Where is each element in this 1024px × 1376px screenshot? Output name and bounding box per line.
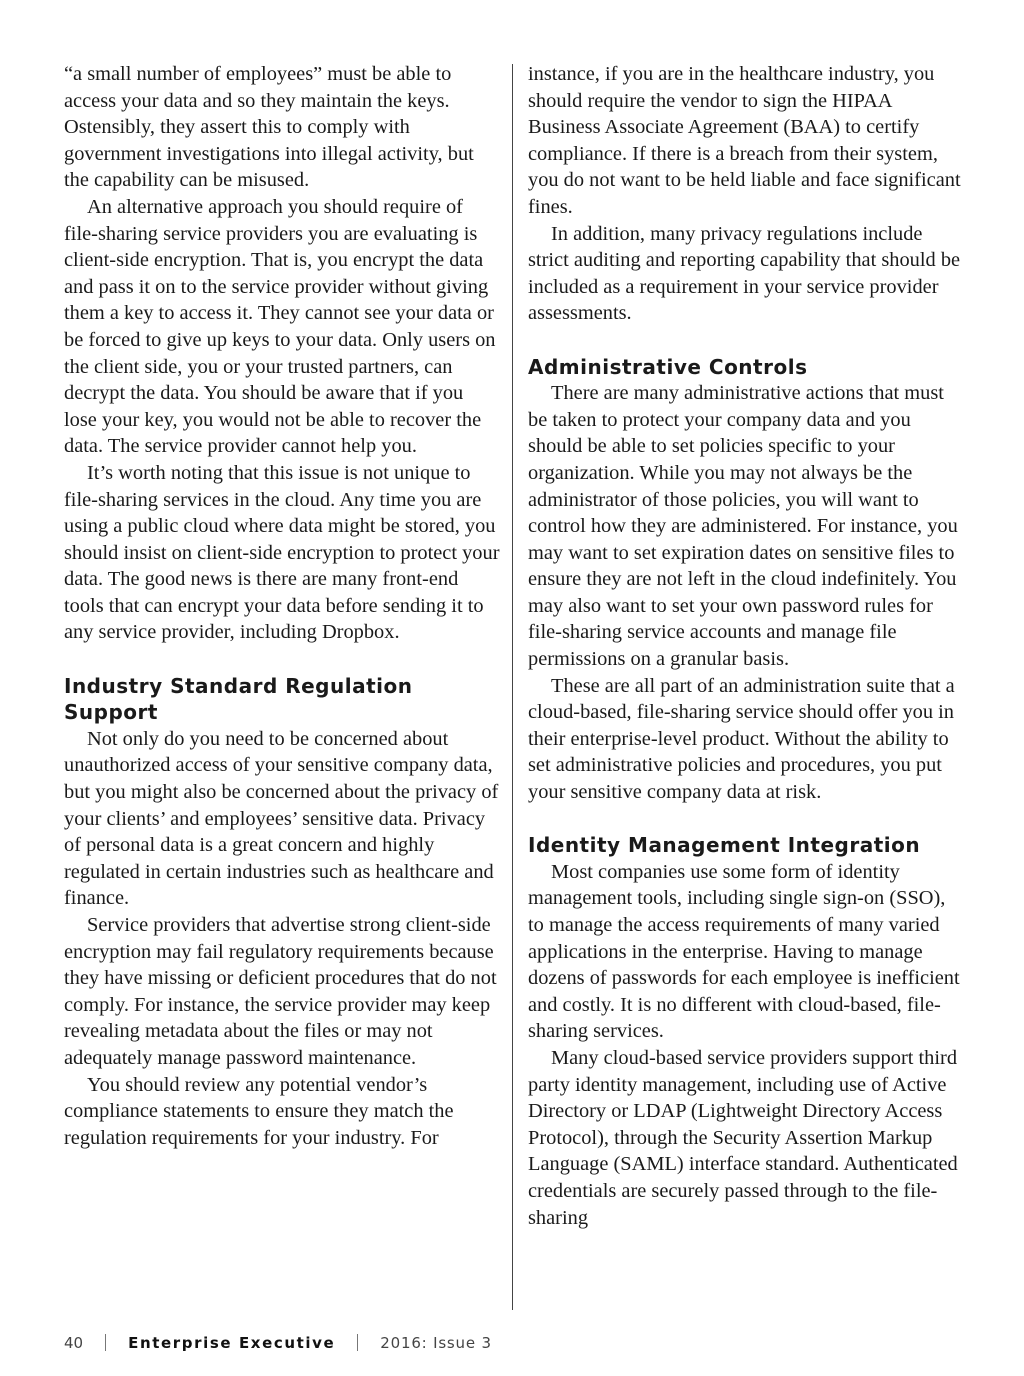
paragraph: “a small number of employees” must be able to access your data and so they maintain the keys. Ostensibly, they assert this to comply with government investigations into illegal activity, but the capability can be misused. <box>64 63 474 192</box>
paragraph: These are all part of an administration suite that a cloud-based, file-sharing service should offer you in their enterprise-level product. Without the ability to set administrative policies and procedures, you put your sensitive company data at risk. <box>528 674 955 804</box>
paragraph: There are many administrative actions that must be taken to protect your company data and you should be able to set policies specific to your organization. While you may not always be the administrator of those policies, you will want to control how they are administered. For instance, you may want to set expiration dates on sensitive files to ensure they are not left in the cloud indefinitely. You may also want to set your own password rules for file-sharing service accounts and manage file permissions on a granular basis. <box>528 382 958 671</box>
page-number: 40 <box>64 1334 84 1352</box>
left-column <box>64 61 500 1151</box>
paragraph: It’s worth noting that this issue is not unique to file-sharing services in the cloud. Any time you are using a public cloud where data might be stored, you should insist on client-side encryption to protect your data. The good news is there are many front-end tools that can encrypt your data before sending it to any service provider, including Dropbox. <box>64 461 500 644</box>
column-divider <box>512 64 513 1310</box>
paragraph: Not only do you need to be concerned about unauthorized access of your sensitive company data, but you might also be concerned about the privacy of your clients’ and employees’ sensitive data. Privacy of personal data is a great concern and highly regulated in certain industries such as healthcare and finance. <box>64 727 499 910</box>
footer-separator <box>105 1334 106 1351</box>
paragraph: Service providers that advertise strong client-side encryption may fail regulatory requirements because they have missing or deficient procedures that do not comply. For instance, the service provider may keep revealing metadata about the files or may not adequately manage password maintenance. <box>64 914 497 1069</box>
section-heading: Identity Management Integration <box>528 833 921 858</box>
paragraph: instance, if you are in the healthcare industry, you should require the vendor to sign the HIPAA Business Associate Agreement (BAA) to certify compliance. If there is a breach from their system, you do not want to be held liable and face significant fines. <box>528 63 961 218</box>
paragraph: You should review any potential vendor’s compliance statements to ensure they match the regulation requirements for your industry. For <box>64 1073 454 1149</box>
paragraph: Most companies use some form of identity management tools, including single sign-on (SSO), to manage the access requirements of many varied applications in the enterprise. Having to manage dozens of passwords for each employee is inefficient and costly. It is no different with cloud-based, file-sharing services. <box>528 860 960 1043</box>
section-heading: Industry Standard Regulation Support <box>64 673 413 725</box>
section-heading: Administrative Controls <box>528 354 808 379</box>
paragraph: An alternative approach you should require of file-sharing service providers you are evaluating is client-side encryption. That is, you encrypt the data and pass it on to the service provider without giving them a key to access it. They cannot see your data or be forced to give up keys to your data. Only users on the client side, you or your trusted partners, can decrypt the data. You should be aware that if you lose your key, you would not be able to recover the data. The service provider cannot help you. <box>64 195 496 458</box>
paragraph: Many cloud-based service providers support third party identity management, including use of Active Directory or LDAP (Lightweight Directory Access Protocol), through the Security Assertion Markup Language (SAML) interface standard. Authenticated credentials are securely passed through to the file-sharing <box>528 1046 958 1229</box>
right-column <box>528 61 964 1231</box>
paragraph: In addition, many privacy regulations include strict auditing and reporting capability that should be included as a requirement in your service provider assessments. <box>528 222 961 325</box>
footer-separator <box>357 1334 358 1351</box>
issue-label: 2016: Issue 3 <box>380 1334 492 1352</box>
publication-name: Enterprise Executive <box>128 1334 336 1352</box>
page-footer <box>64 1334 492 1352</box>
